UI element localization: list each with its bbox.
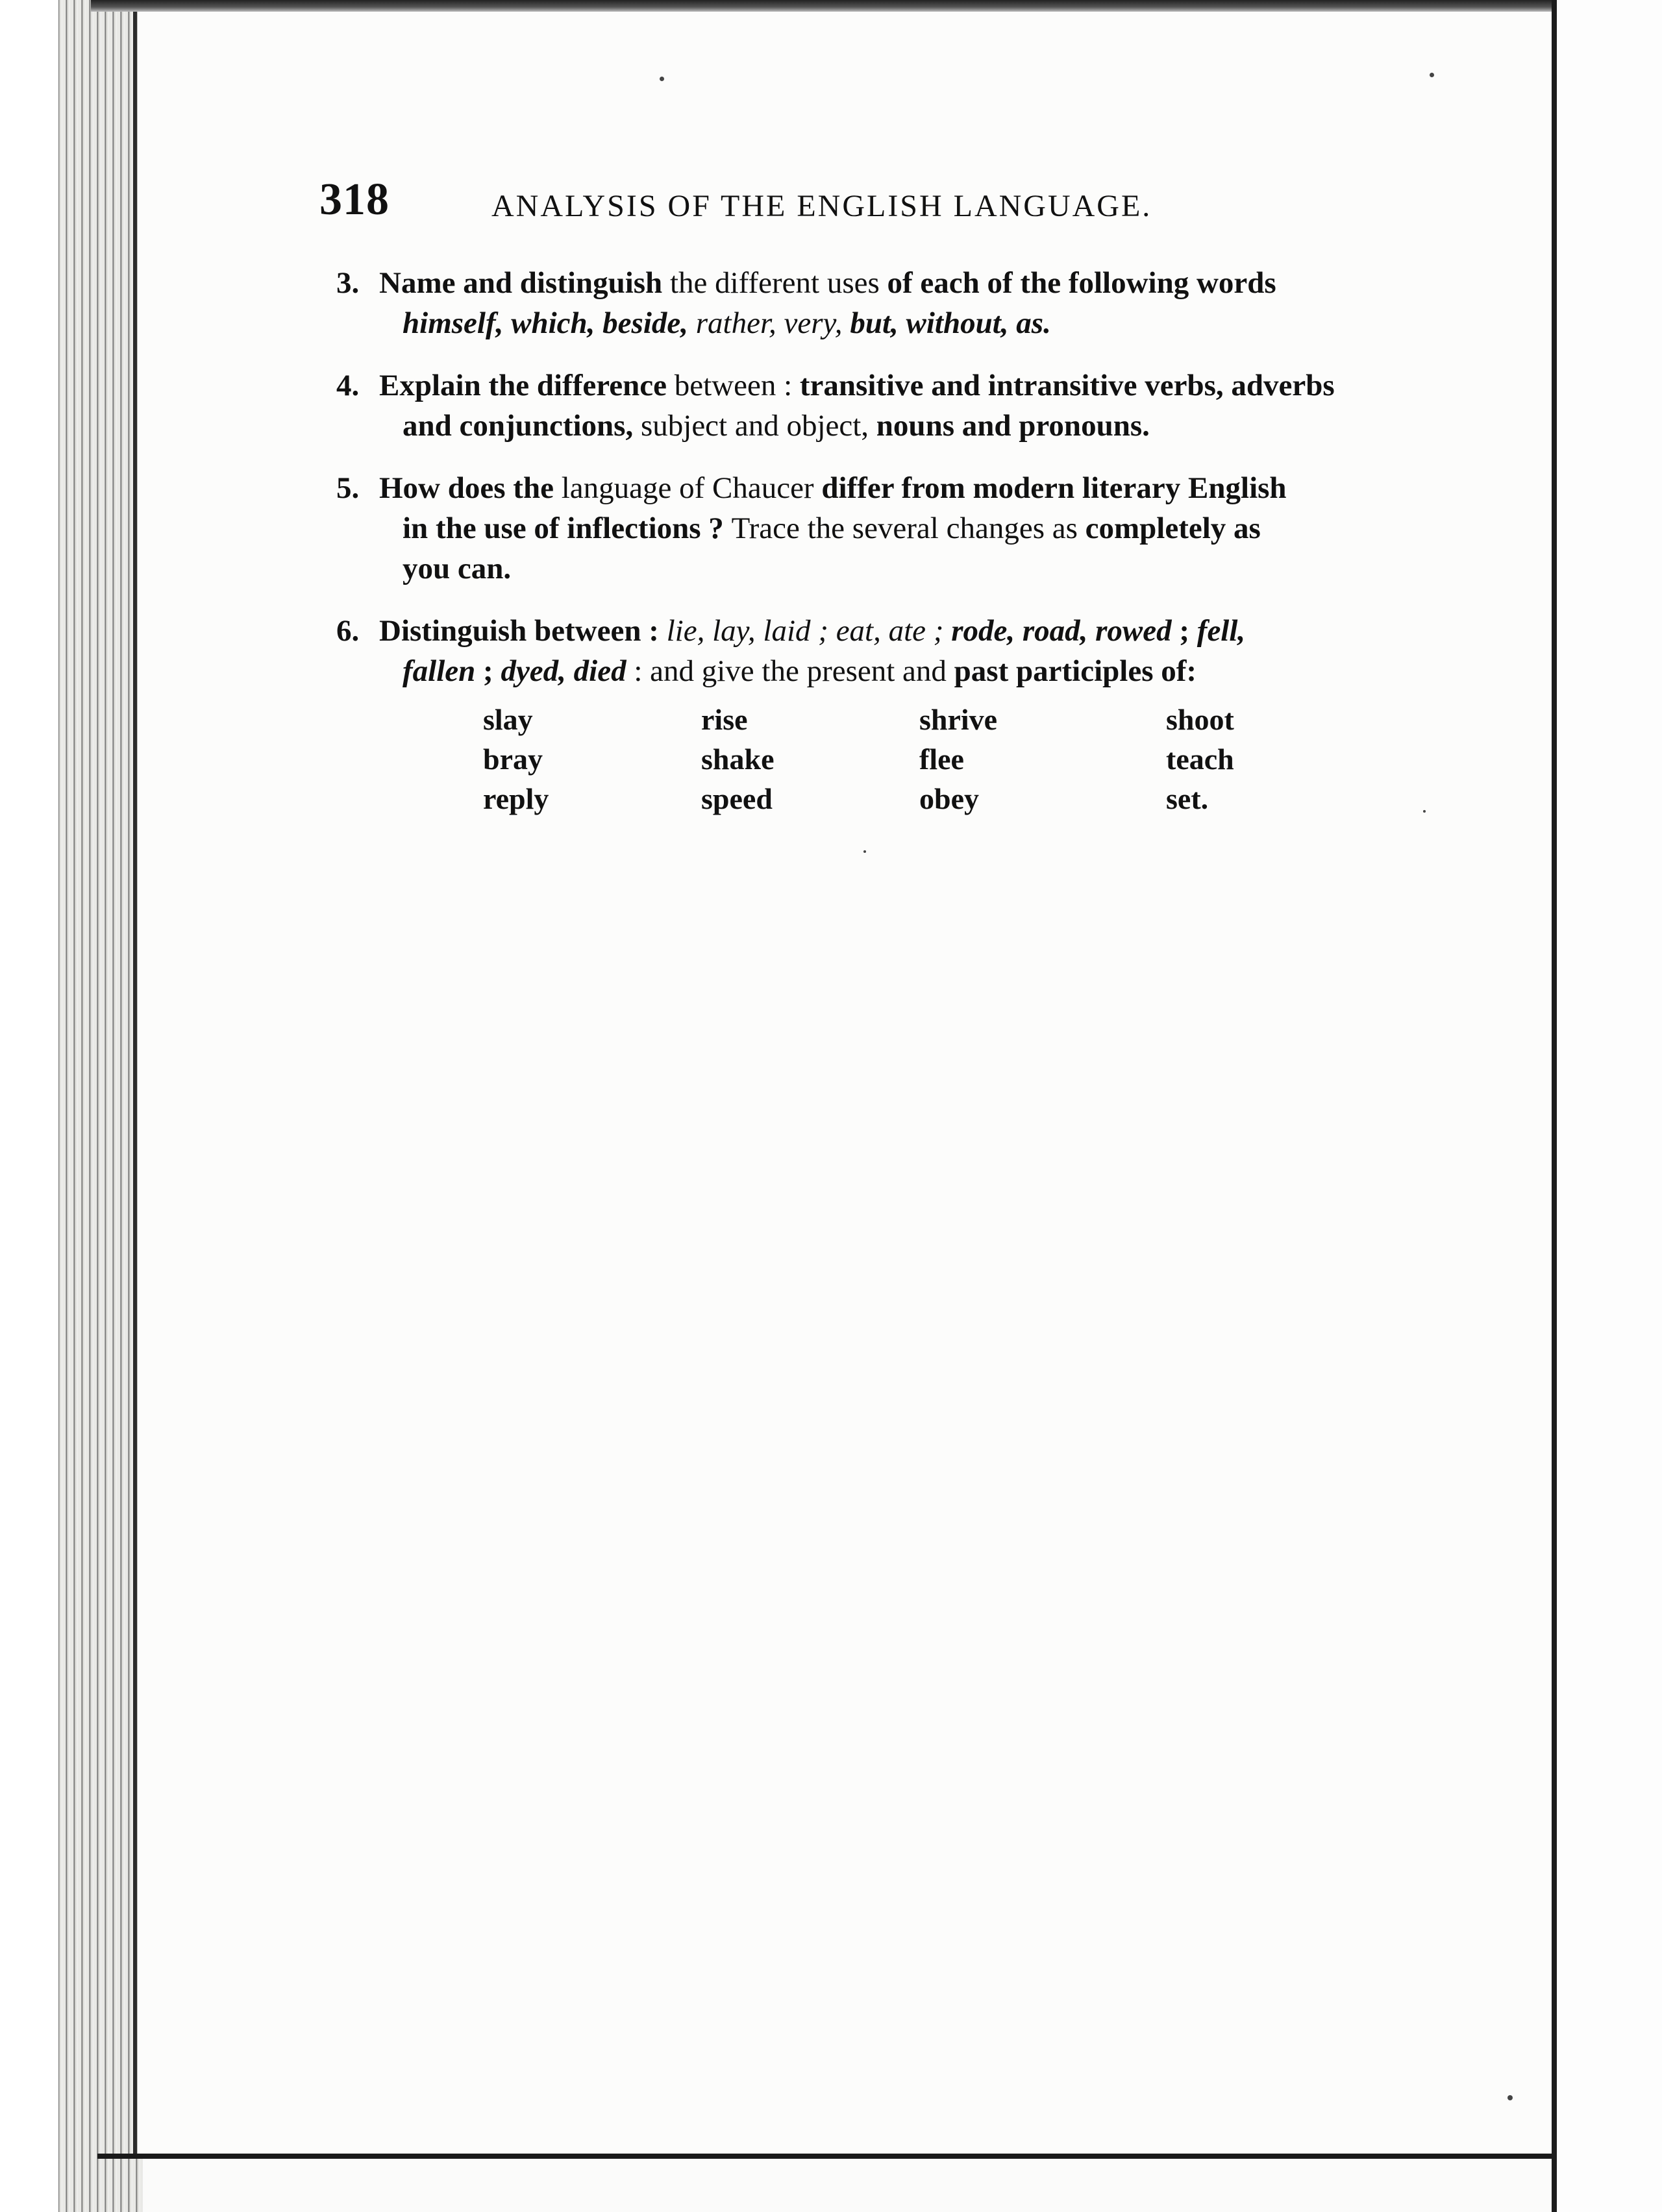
question-text — [379, 468, 1353, 589]
text-run: differ from modern literary English — [821, 471, 1287, 505]
text-run: dyed, died — [501, 654, 626, 688]
text-run: past participles of: — [954, 654, 1197, 688]
text-run: transitive and intransitive verbs, adverbs — [799, 369, 1335, 402]
text-run: lie, lay, laid ; eat, ate ; — [666, 614, 952, 648]
verb-item: teach — [1166, 743, 1234, 776]
question-line — [379, 548, 1353, 589]
verb-item: rise — [701, 703, 748, 736]
text-run: : and give the present and — [626, 654, 954, 688]
bottom-edge-shadow — [97, 2154, 1571, 2159]
question-line — [379, 263, 1353, 303]
verb-item: shoot — [1166, 703, 1234, 736]
text-run: completely as — [1085, 511, 1261, 545]
ink-speck — [863, 850, 866, 853]
question-text — [379, 365, 1353, 446]
ink-speck — [660, 77, 664, 81]
verb-item: bray — [483, 743, 543, 776]
text-run: in the use of inflections ? — [403, 511, 732, 545]
verb-item: flee — [919, 743, 964, 776]
ink-speck — [1507, 2095, 1513, 2100]
verb-column — [701, 700, 896, 818]
gutter-fold — [1552, 0, 1557, 2212]
question-line — [379, 508, 1353, 548]
verb-column — [1166, 700, 1361, 818]
verb-item: reply — [483, 782, 549, 815]
question-line — [379, 651, 1353, 691]
text-run: fallen — [403, 654, 476, 688]
spine-shadow — [133, 6, 137, 2155]
text-run: How does the — [379, 471, 562, 505]
verb-column — [483, 700, 678, 818]
text-run: Distinguish between : — [379, 614, 667, 648]
text-run: Trace the several changes as — [731, 511, 1085, 545]
text-run: subject and object, — [640, 409, 876, 443]
question-line — [379, 303, 1353, 343]
question-number: 4. — [336, 369, 360, 402]
question-line — [379, 365, 1353, 406]
text-run: the different uses — [669, 266, 887, 300]
verb-item: speed — [701, 782, 773, 815]
text-run: you can. — [403, 552, 512, 585]
question-number: 5. — [336, 471, 360, 505]
text-run: of each of the following words — [887, 266, 1276, 300]
ink-speck — [1423, 810, 1426, 813]
text-run: but, without, as. — [850, 306, 1051, 340]
top-edge-shadow — [91, 0, 1565, 12]
verb-item: shake — [701, 743, 775, 776]
verb-item: obey — [919, 782, 979, 815]
text-run: ; — [475, 654, 501, 688]
text-run: ; — [1171, 614, 1197, 648]
text-run: and conjunctions, — [403, 409, 641, 443]
question-line — [379, 468, 1353, 508]
verb-item: slay — [483, 703, 533, 736]
text-run: language of Chaucer — [561, 471, 822, 505]
verb-item: shrive — [919, 703, 998, 736]
page-number: 318 — [319, 175, 390, 225]
question-text — [379, 611, 1353, 691]
text-run: rode, road, rowed — [951, 614, 1172, 648]
verb-column — [919, 700, 1114, 818]
text-run: between : — [674, 369, 800, 402]
question-text — [379, 263, 1353, 343]
question-line — [379, 406, 1353, 446]
verb-item: set. — [1166, 782, 1209, 815]
running-head: ANALYSIS OF THE ENGLISH LANGUAGE. — [491, 189, 1152, 223]
text-run: Explain the difference — [379, 369, 675, 402]
text-run: himself, which, beside, — [403, 306, 696, 340]
question-number: 6. — [336, 614, 360, 648]
text-run: rather, very, — [695, 306, 850, 340]
question-line — [379, 611, 1353, 651]
facing-page-strip — [1557, 0, 1662, 2212]
ink-speck — [1430, 73, 1434, 77]
scan-margin — [0, 0, 58, 2212]
question-number: 3. — [336, 266, 360, 300]
text-run: Name and distinguish — [379, 266, 670, 300]
text-run: fell, — [1197, 614, 1246, 648]
text-run: nouns and pronouns. — [876, 409, 1150, 443]
